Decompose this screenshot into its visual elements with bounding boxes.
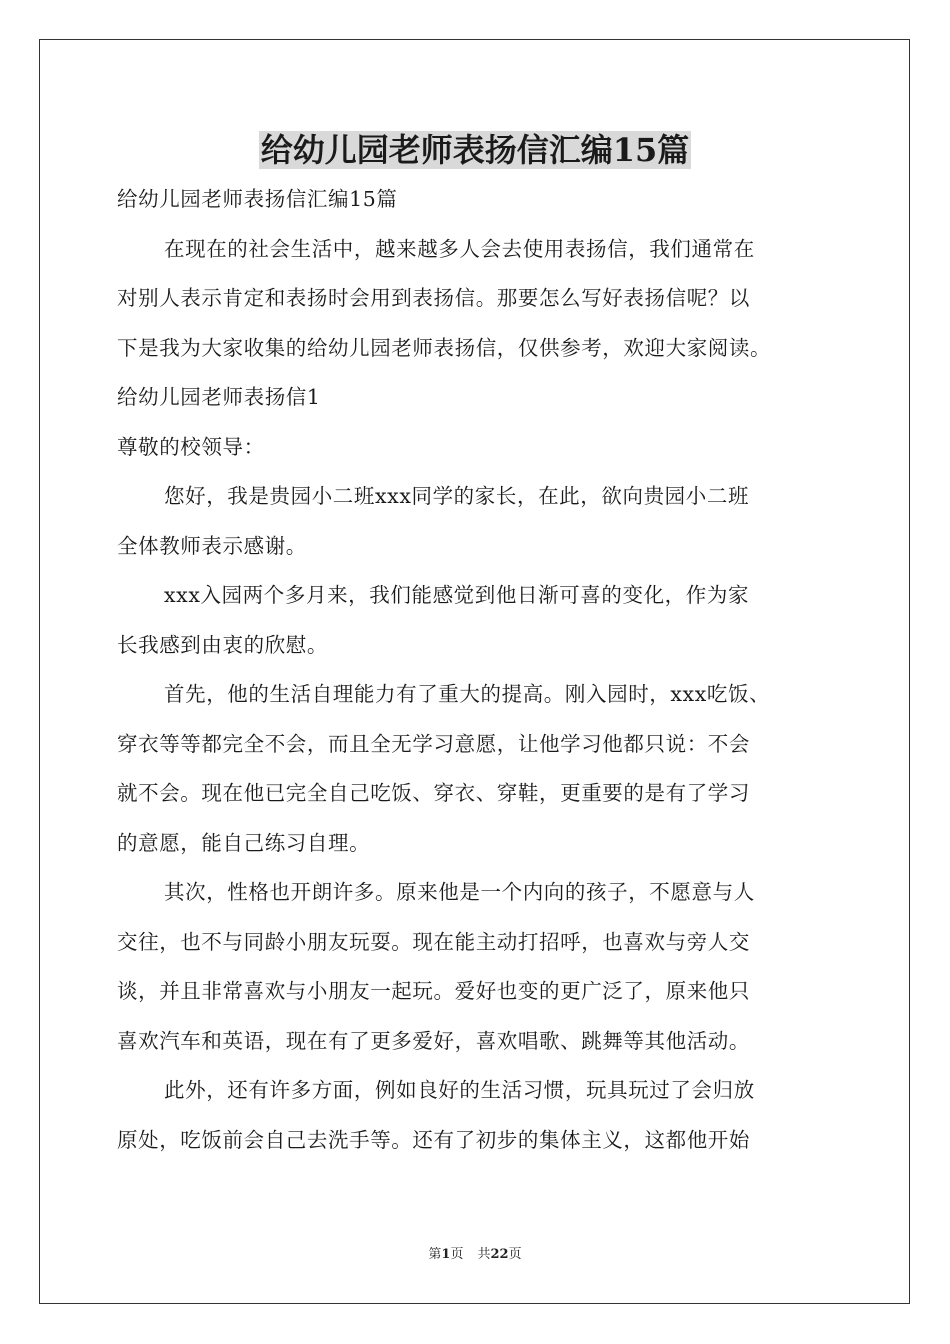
footer-total-prefix: 共 xyxy=(477,1247,491,1262)
text-line: 您好，我是贵园小二班xxx同学的家长，在此，欲向贵园小二班 xyxy=(164,484,750,508)
text-line: 首先，他的生活自理能力有了重大的提高。刚入园时，xxx吃饭、 xyxy=(164,682,771,706)
text-line: 长我感到由衷的欣慰。 xyxy=(117,632,328,657)
text-line: 此外，还有许多方面，例如良好的生活习惯，玩具玩过了会归放 xyxy=(164,1078,755,1102)
document-body xyxy=(117,175,839,1165)
text-line: 全体教师表示感谢。 xyxy=(117,533,307,558)
text-line: 交往，也不与同龄小朋友玩耍。现在能主动打招呼，也喜欢与旁人交 xyxy=(117,929,750,954)
text-line: xxx入园两个多月来，我们能感觉到他日渐可喜的变化，作为家 xyxy=(164,583,750,607)
page-footer xyxy=(0,1246,950,1264)
text-line: 给幼儿园老师表扬信汇编15篇 xyxy=(117,187,398,211)
footer-page-current: 1 xyxy=(441,1247,451,1262)
footer-page-suffix: 页 xyxy=(450,1247,464,1262)
document-title-text: 给幼儿园老师表扬信汇编15篇 xyxy=(260,131,690,169)
document-title xyxy=(0,128,950,172)
text-line: 穿衣等等都完全不会，而且全无学习意愿，让他学习他都只说：不会 xyxy=(117,731,750,756)
text-line: 下是我为大家收集的给幼儿园老师表扬信，仅供参考，欢迎大家阅读。 xyxy=(117,335,772,360)
footer-page-prefix: 第 xyxy=(428,1247,442,1262)
text-line: 给幼儿园老师表扬信1 xyxy=(117,385,321,409)
text-line: 就不会。现在他已完全自己吃饭、穿衣、穿鞋，更重要的是有了学习 xyxy=(117,781,750,805)
footer-page-total: 22 xyxy=(490,1247,509,1262)
text-line: 谈，并且非常喜欢与小朋友一起玩。爱好也变的更广泛了，原来他只 xyxy=(117,979,750,1003)
text-line: 原处，吃饭前会自己去洗手等。还有了初步的集体主义，这都他开始 xyxy=(117,1127,750,1152)
text-line: 的意愿，能自己练习自理。 xyxy=(117,830,371,855)
text-line: 对别人表示肯定和表扬时会用到表扬信。那要怎么写好表扬信呢？以 xyxy=(117,286,750,310)
text-line: 尊敬的校领导： xyxy=(117,434,265,459)
text-line: 其次，性格也开朗许多。原来他是一个内向的孩子，不愿意与人 xyxy=(164,880,755,904)
text-line: 喜欢汽车和英语，现在有了更多爱好，喜欢唱歌、跳舞等其他活动。 xyxy=(117,1028,750,1053)
text-line: 在现在的社会生活中，越来越多人会去使用表扬信，我们通常在 xyxy=(164,236,755,261)
footer-total-suffix: 页 xyxy=(508,1247,522,1262)
